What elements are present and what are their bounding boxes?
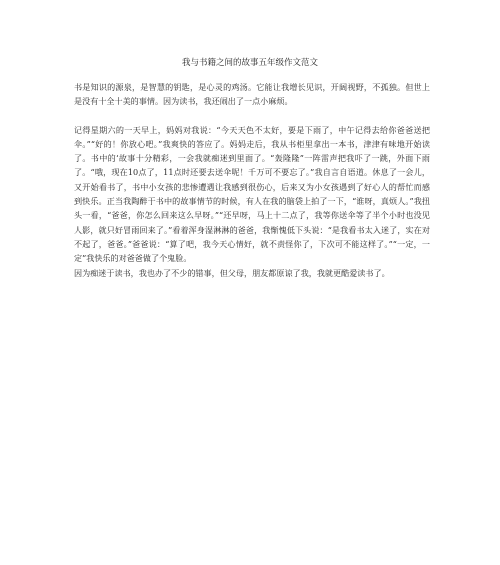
paragraph-intro: 书是知识的源泉，是智慧的钥匙，是心灵的鸡汤。它能让我增长见识，开阔视野，不孤独。但世上是没有十全十美的事情。因为读书，我还闹出了一点小麻烦。 [74,82,430,107]
paragraph-conclusion: 因为痴迷于读书，我也办了不少的错事，但父母，朋友都原谅了我，我就更酷爱读书了。 [74,267,390,278]
document-title: 我与书籍之间的故事五年级作文范文 [181,58,318,68]
paragraph-story: 记得星期六的一天早上，妈妈对我说：“今天天色不太好，要是下雨了，中午记得去给你爸爸送把伞。”“好的！你放心吧。”我爽快的答应了。妈妈走后，我从书柜里拿出一本书，津津有味地开始读了。书中的‘故事十分精彩，一会我就痴迷到里面了。“轰隆隆”一阵雷声把我吓了一跳，外面下雨了。“哦，现在10点了，11点时还要去送伞呢！千万可不要忘了。”我自言自语道。休息了一会儿，又开始看书了，书中小女孩的悲惨遭遇让我感到很伤心，后来又为小女孩遇到了好心人的帮忙而感到快乐。正当我陶醉于书中的故事情节的时候，有人在我的脑袋上拍了一下，“谁呀，真烦人。”我扭头一看，“爸爸，你怎么回来这么早呀。”“还早呀，马上十二点了，我等你送伞等了半个小时也没见人影，就只好冒雨回来了。”看着浑身湿淋淋的爸爸，我惭愧低下头说：“是我看书太入迷了，实在对不起了，爸爸。”爸爸说：“算了吧，我今天心情好，就不责怪你了，下次可不能这样了。”“一定，一定”我快乐的对爸爸做了个鬼脸。 [74,124,430,264]
document-body [74,80,430,280]
